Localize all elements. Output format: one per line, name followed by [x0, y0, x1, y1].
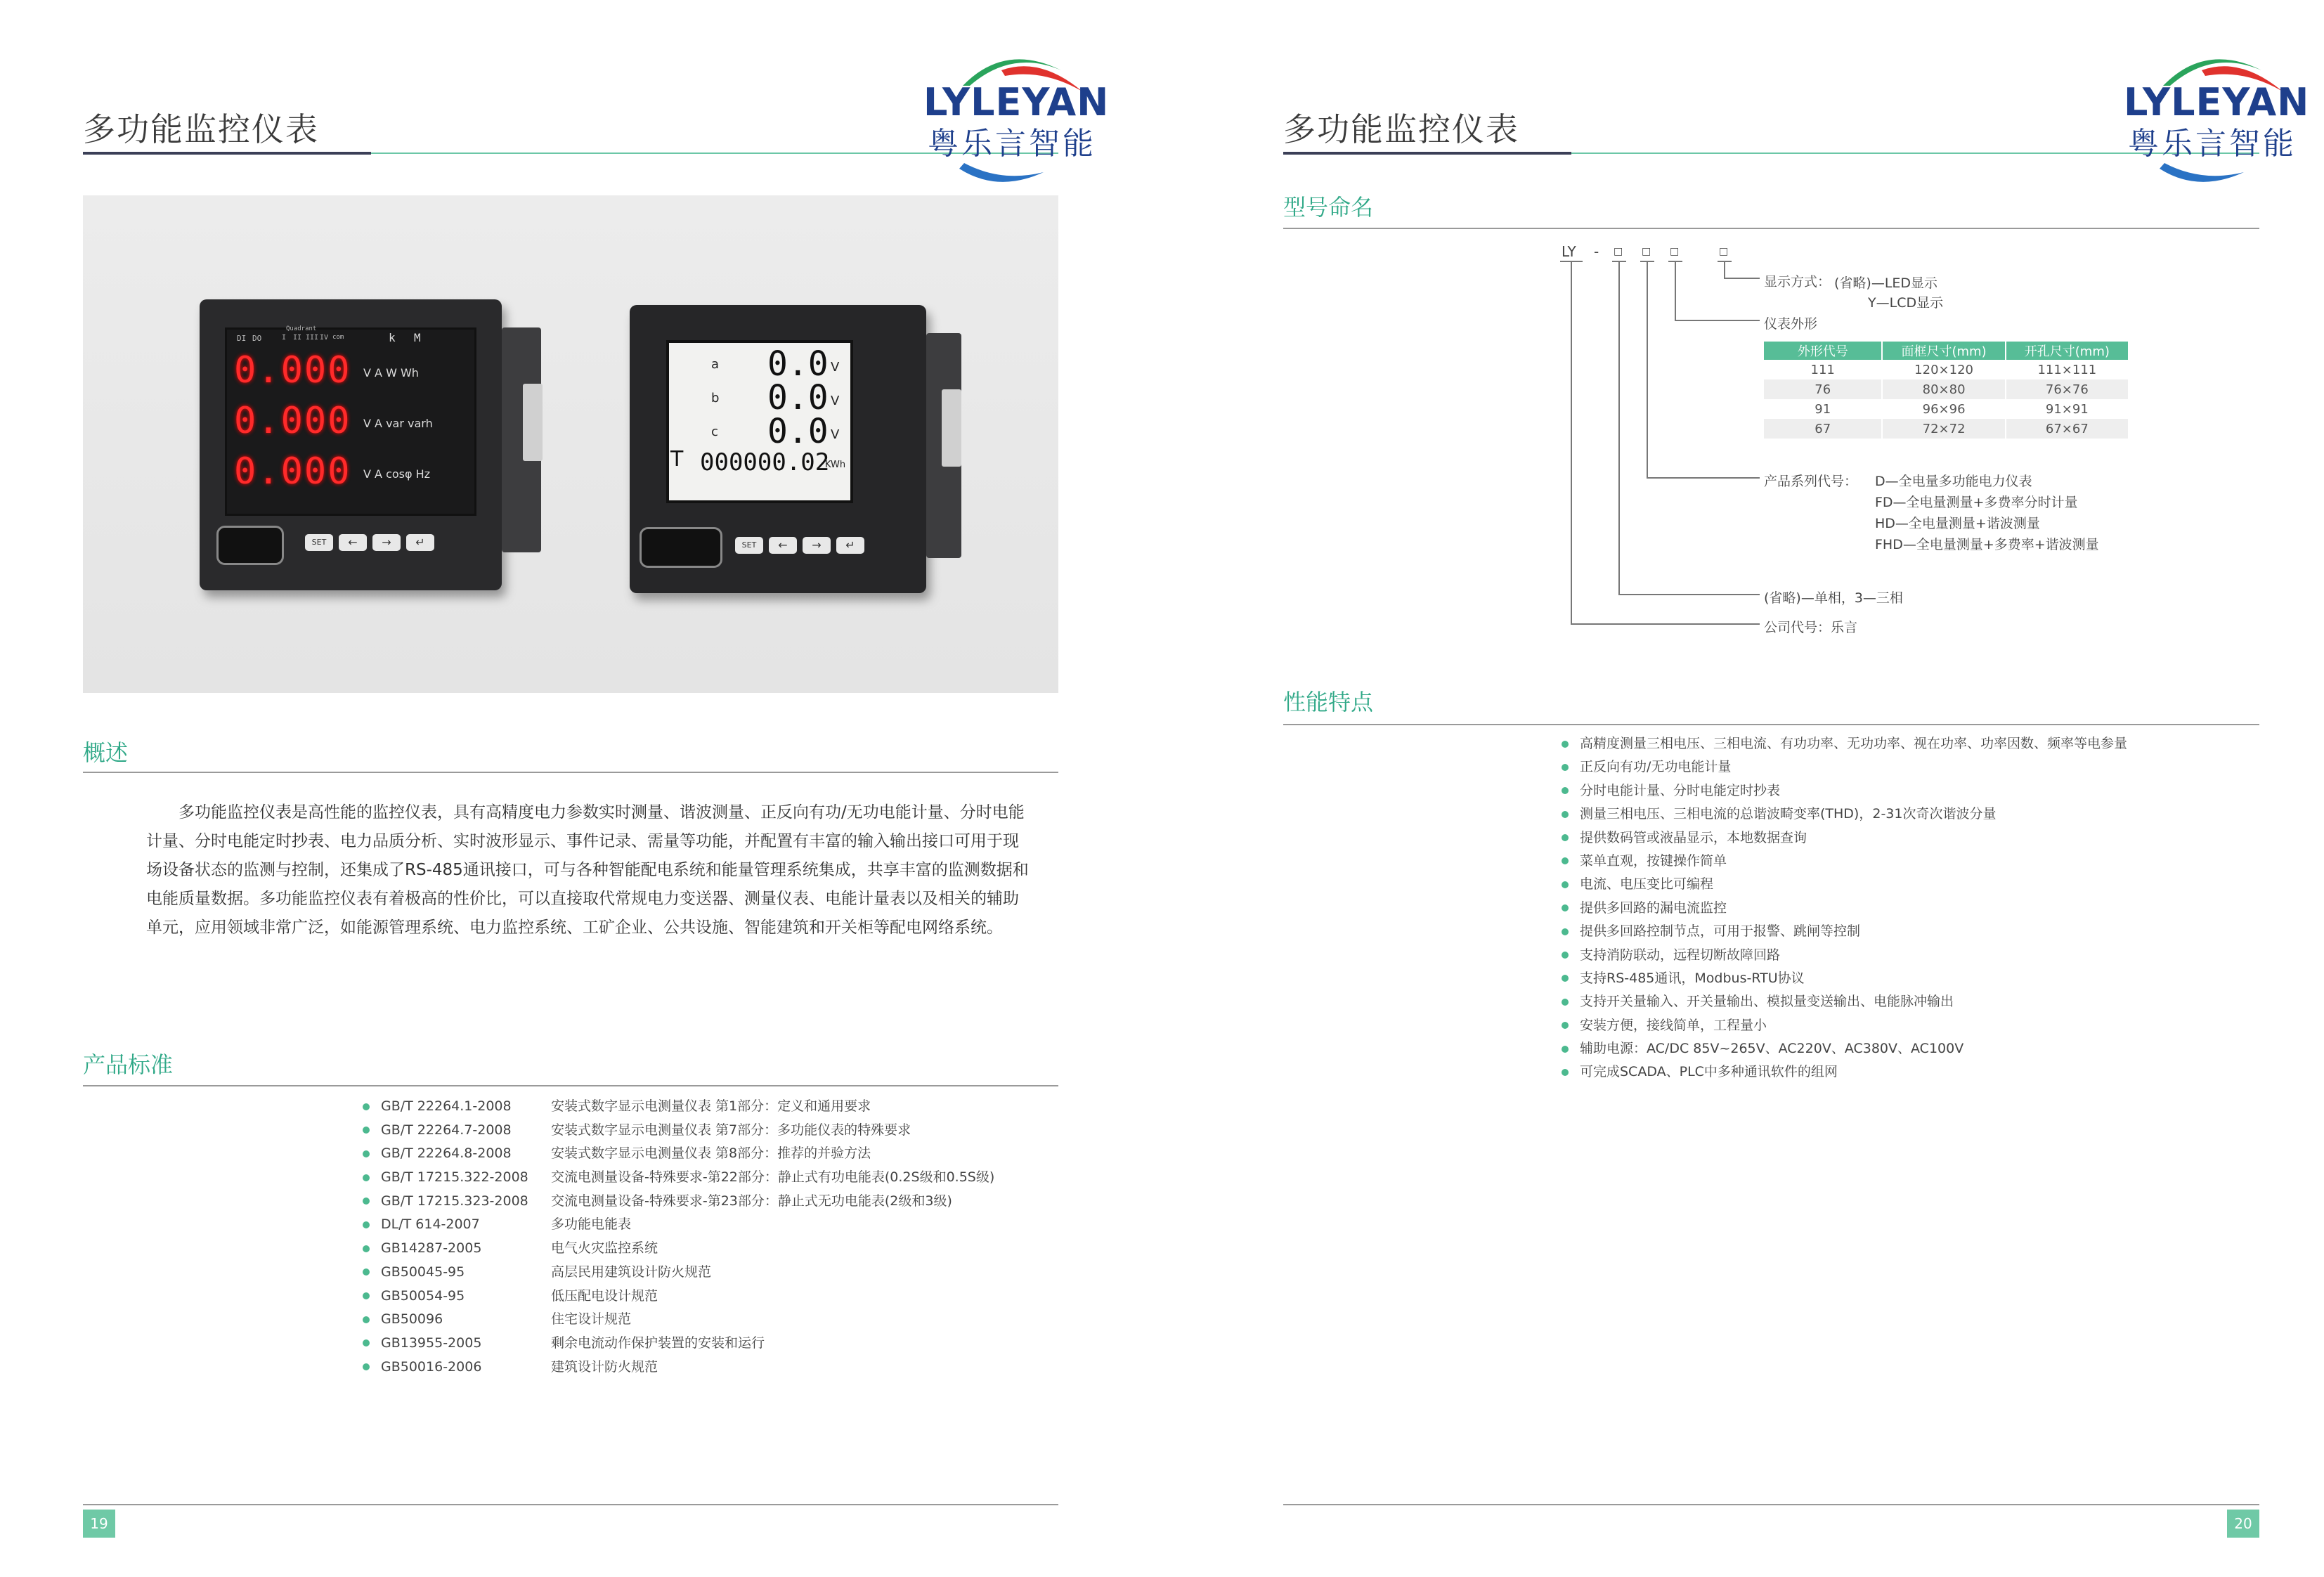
standard-desc: 安装式数字显示电测量仪表 第1部分：定义和通用要求	[551, 1098, 871, 1114]
table-cell: 76	[1764, 379, 1882, 399]
feature-item	[1562, 779, 2257, 803]
lcd-bottom-unit: KWh	[825, 460, 846, 470]
feature-text: 安装方便，接线简单，工程量小	[1580, 1017, 1767, 1033]
table-cell: 80×80	[1882, 379, 2005, 399]
bullet-icon	[1562, 975, 1569, 982]
right-bottom-rule	[1283, 1504, 2259, 1505]
bullet-icon	[363, 1292, 370, 1299]
feature-item	[1562, 1060, 2257, 1084]
bullet-icon	[1562, 1069, 1569, 1076]
table-cell: 91	[1764, 399, 1882, 419]
overview-paragraph	[146, 798, 1060, 942]
overview-line-1: 多功能监控仪表是高性能的监控仪表，具有高精度电力参数实时测量、谐波测量、正反向有功/无功电能计量、分时电能	[178, 803, 1025, 822]
feature-item	[1562, 850, 2257, 873]
bullet-icon	[1562, 904, 1569, 911]
led-row3-value: 0.000	[234, 450, 351, 493]
lcd-row2-value: 0.0	[767, 378, 829, 417]
model-code-box-4: □	[1719, 246, 1729, 257]
standard-desc: 电气火灾监控系统	[551, 1240, 658, 1257]
standard-item	[363, 1142, 1058, 1166]
bullet-icon	[1562, 741, 1569, 748]
display-option-lcd: Y—LCD显示	[1868, 295, 1944, 311]
feature-item	[1562, 1037, 2257, 1060]
led-row2-units: V A var varh	[363, 417, 433, 430]
feature-text: 提供数码管或液晶显示，本地数据查询	[1580, 829, 1807, 845]
feature-text: 正反向有功/无功电能计量	[1580, 759, 1732, 775]
meter-led-enter-button[interactable]: ↵	[406, 534, 434, 551]
meter-led-right-button[interactable]: →	[372, 534, 401, 551]
left-logo-en: LYLEYAN	[923, 80, 1110, 124]
table-row	[1764, 379, 2129, 399]
model-code-prefix: LY	[1562, 243, 1576, 260]
led-label-q1: I	[282, 334, 287, 342]
left-logo-cn: 粤乐言智能	[928, 126, 1096, 162]
led-row3-units: V A cosφ Hz	[363, 467, 431, 481]
lcd-row2-label: b	[711, 391, 720, 405]
standards-list	[363, 1095, 1058, 1379]
product-photo	[83, 195, 1058, 693]
right-header-title: 多功能监控仪表	[1283, 110, 1519, 148]
standard-desc: 安装式数字显示电测量仪表 第7部分：多功能仪表的特殊要求	[551, 1122, 911, 1138]
feature-text: 提供多回路的漏电流监控	[1580, 900, 1727, 916]
led-label-q3: III	[306, 334, 319, 342]
bullet-icon	[363, 1363, 370, 1370]
lcd-row1-value: 0.0	[767, 344, 829, 384]
standard-item	[363, 1332, 1058, 1356]
bullet-icon	[1562, 857, 1569, 864]
led-row1-value: 0.000	[234, 349, 351, 391]
meter-led-left-button[interactable]: ←	[339, 534, 367, 551]
overview-title: 概述	[83, 739, 129, 766]
standard-code: GB/T 22264.8-2008	[381, 1146, 512, 1162]
bullet-icon	[1562, 834, 1569, 841]
bullet-icon	[363, 1127, 370, 1134]
left-bottom-rule	[83, 1504, 1058, 1505]
table-cell: 111×111	[2006, 360, 2129, 379]
shape-label: 仪表外形	[1764, 316, 1818, 332]
feature-item	[1562, 920, 2257, 943]
feature-item	[1562, 755, 2257, 779]
feature-text: 测量三相电压、三相电流的总谐波畸变率(THD)，2-31次奇次谐波分量	[1580, 806, 1997, 822]
series-label: 产品系列代号：	[1764, 474, 1858, 489]
lcd-bottom-label: T	[670, 447, 684, 472]
series-option-fd: FD—全电量测量+多费率分时计量	[1875, 495, 2078, 510]
feature-item	[1562, 990, 2257, 1013]
standard-item	[363, 1190, 1058, 1214]
bullet-icon	[363, 1339, 370, 1346]
features-rule	[1283, 724, 2259, 725]
model-code-sep: -	[1594, 243, 1599, 260]
left-page-number: 19	[83, 1510, 115, 1538]
feature-item	[1562, 732, 2257, 755]
feature-item	[1562, 967, 2257, 990]
standard-desc: 住宅设计规范	[551, 1311, 632, 1328]
overview-line-2: 计量、分时电能定时抄表、电力品质分析、实时波形显示、事件记录、需量等功能，并配置有丰富的输入输出接口可用于现	[146, 832, 1019, 850]
bullet-icon	[363, 1268, 370, 1276]
table-cell: 120×120	[1882, 360, 2005, 379]
standard-desc: 多功能电能表	[551, 1216, 632, 1233]
table-row	[1764, 419, 2129, 439]
meter-led-set-button[interactable]: SET	[305, 534, 333, 551]
left-logo	[921, 42, 1110, 183]
phase-text: (省略)—单相，3—三相	[1764, 590, 1903, 606]
display-label: 显示方式：	[1764, 274, 1831, 290]
standard-code: GB50096	[381, 1311, 443, 1328]
feature-text: 电流、电压变比可编程	[1580, 876, 1714, 893]
standard-code: GB/T 17215.322-2008	[381, 1169, 528, 1186]
series-option-fhd: FHD—全电量测量+多费率+谐波测量	[1875, 537, 2099, 552]
meter-lcd	[630, 305, 926, 593]
bullet-icon	[1562, 787, 1569, 794]
meter-led	[200, 299, 502, 590]
meter-lcd-left-button[interactable]: ←	[769, 537, 797, 554]
bullet-icon	[1562, 1022, 1569, 1029]
feature-text: 提供多回路控制节点，可用于报警、跳闸等控制	[1580, 923, 1861, 940]
standard-code: DL/T 614-2007	[381, 1216, 480, 1233]
standard-item	[363, 1119, 1058, 1143]
lcd-bottom-value: 000000.02	[700, 448, 830, 476]
table-row	[1764, 399, 2129, 419]
standard-code: GB50054-95	[381, 1287, 465, 1304]
lcd-row3-value: 0.0	[767, 412, 829, 451]
model-naming-rule	[1283, 228, 2259, 229]
bullet-icon	[1562, 811, 1569, 818]
standards-title: 产品标准	[83, 1051, 174, 1078]
bullet-icon	[363, 1174, 370, 1181]
shape-th-cutout: 开孔尺寸(mm)	[2006, 342, 2129, 360]
bullet-icon	[1562, 928, 1569, 935]
meter-led-badge	[216, 526, 284, 565]
lcd-row3-label: c	[711, 424, 718, 439]
meter-lcd-set-button[interactable]: SET	[735, 537, 763, 554]
table-cell: 67	[1764, 419, 1882, 439]
shape-th-frame: 面框尺寸(mm)	[1882, 342, 2005, 360]
feature-text: 支持消防联动，远程切断故障回路	[1580, 947, 1781, 963]
table-cell: 76×76	[2006, 379, 2129, 399]
meter-lcd-badge	[640, 527, 722, 568]
shape-size-table	[1764, 342, 2129, 439]
feature-text: 支持RS-485通讯，Modbus-RTU协议	[1580, 970, 1805, 986]
features-list	[1562, 732, 2257, 1084]
feature-text: 分时电能计量、分时电能定时抄表	[1580, 782, 1781, 798]
feature-item	[1562, 826, 2257, 850]
bullet-icon	[363, 1103, 370, 1110]
standard-code: GB50016-2006	[381, 1358, 482, 1375]
table-row	[1764, 360, 2129, 379]
standard-item	[363, 1213, 1058, 1237]
right-logo	[2121, 42, 2310, 183]
standard-desc: 建筑设计防火规范	[551, 1358, 658, 1375]
meter-lcd-screen	[666, 340, 853, 503]
right-header-rule-dark	[1283, 152, 1571, 155]
lcd-row3-unit: V	[831, 427, 840, 442]
series-option-d: D—全电量多功能电力仪表	[1875, 474, 2032, 489]
shape-th-code: 外形代号	[1764, 342, 1882, 360]
display-option-led: (省略)—LED显示	[1834, 275, 1938, 291]
standard-code: GB/T 22264.1-2008	[381, 1098, 512, 1114]
features-title: 性能特点	[1283, 689, 1374, 715]
led-label-do: DO	[252, 334, 262, 343]
led-row2-value: 0.000	[234, 400, 351, 442]
standard-desc: 交流电测量设备-特殊要求-第23部分：静止式无功电能表(2级和3级)	[551, 1193, 952, 1209]
meter-led-clip	[523, 384, 543, 461]
meter-lcd-right-button[interactable]: →	[803, 537, 831, 554]
standard-code: GB/T 17215.323-2008	[381, 1193, 528, 1209]
bullet-icon	[1562, 952, 1569, 959]
standard-desc: 高层民用建筑设计防火规范	[551, 1264, 712, 1280]
led-label-di: DI	[237, 334, 247, 343]
table-cell: 91×91	[2006, 399, 2129, 419]
standard-code: GB13955-2005	[381, 1335, 482, 1351]
right-page-number: 20	[2227, 1510, 2259, 1538]
standard-desc: 低压配电设计规范	[551, 1287, 658, 1304]
standard-item	[363, 1237, 1058, 1261]
feature-text: 菜单直观，按键操作简单	[1580, 852, 1727, 869]
bullet-icon	[1562, 764, 1569, 771]
feature-item	[1562, 803, 2257, 826]
meter-lcd-clip	[942, 389, 961, 467]
company-text: 公司代号：乐言	[1764, 620, 1858, 635]
feature-text: 高精度测量三相电压、三相电流、有功功率、无功功率、视在功率、功率因数、频率等电参量	[1580, 736, 2128, 751]
standard-item	[363, 1261, 1058, 1285]
standard-code: GB/T 22264.7-2008	[381, 1122, 512, 1138]
table-cell: 96×96	[1882, 399, 2005, 419]
feature-item	[1562, 1014, 2257, 1037]
standard-item	[363, 1308, 1058, 1332]
right-logo-cn: 粤乐言智能	[2128, 126, 2297, 162]
lcd-row2-unit: V	[831, 394, 840, 408]
led-label-m: M	[414, 331, 421, 344]
standard-item	[363, 1095, 1058, 1119]
feature-item	[1562, 897, 2257, 920]
meter-lcd-enter-button[interactable]: ↵	[836, 537, 864, 554]
lcd-row1-unit: V	[831, 360, 840, 375]
bullet-icon	[363, 1221, 370, 1228]
series-option-hd: HD—全电量测量+谐波测量	[1875, 516, 2040, 531]
led-row1-units: V A W Wh	[363, 366, 419, 379]
feature-item	[1562, 944, 2257, 967]
overview-rule	[83, 772, 1058, 773]
model-naming-title: 型号命名	[1283, 194, 1374, 221]
standards-rule	[83, 1085, 1058, 1086]
led-label-quadrant: Quadrant	[286, 325, 317, 332]
led-label-q2: II	[293, 334, 302, 342]
model-code-box-3: □	[1670, 246, 1680, 257]
left-header-rule-dark	[83, 152, 371, 155]
bullet-icon	[363, 1316, 370, 1323]
feature-text: 辅助电源：AC/DC 85V~265V、AC220V、AC380V、AC100V	[1580, 1041, 1964, 1057]
model-code-box-1: □	[1614, 246, 1623, 257]
standard-desc: 交流电测量设备-特殊要求-第22部分：静止式有功电能表(0.2S级和0.5S级)	[551, 1169, 995, 1186]
standard-desc: 剩余电流动作保护装置的安装和运行	[551, 1335, 765, 1351]
standard-code: GB50045-95	[381, 1264, 465, 1280]
standard-item	[363, 1356, 1058, 1380]
left-header-title: 多功能监控仪表	[83, 110, 319, 148]
bullet-icon	[363, 1150, 370, 1157]
feature-text: 可完成SCADA、PLC中多种通讯软件的组网	[1580, 1064, 1838, 1080]
bullet-icon	[363, 1198, 370, 1205]
standard-code: GB14287-2005	[381, 1240, 482, 1257]
bullet-icon	[1562, 881, 1569, 888]
led-label-com: com	[332, 334, 344, 341]
overview-line-4: 电能质量数据。多功能监控仪表有着极高的性价比，可以直接取代常规电力变送器、测量仪表、电能计量表以及相关的辅助	[146, 890, 1019, 908]
bullet-icon	[1562, 1046, 1569, 1053]
led-label-q4: IV	[320, 334, 329, 342]
table-cell: 72×72	[1882, 419, 2005, 439]
shape-table-header	[1764, 342, 2129, 360]
table-cell: 67×67	[2006, 419, 2129, 439]
lcd-row1-label: a	[711, 357, 720, 372]
overview-line-3: 场设备状态的监测与控制，还集成了RS-485通讯接口，可与各种智能配电系统和能量管理系统集成，共享丰富的监测数据和	[146, 861, 1029, 879]
bullet-icon	[363, 1245, 370, 1252]
table-cell: 111	[1764, 360, 1882, 379]
overview-line-5: 单元，应用领域非常广泛，如能源管理系统、电力监控系统、工矿企业、公共设施、智能建筑和开关柜等配电网络系统。	[146, 919, 1003, 937]
meter-led-screen	[225, 327, 476, 516]
standard-item	[363, 1285, 1058, 1309]
model-code-box-2: □	[1642, 246, 1651, 257]
led-label-k: k	[389, 331, 396, 344]
feature-text: 支持开关量输入、开关量输出、模拟量变送输出、电能脉冲输出	[1580, 994, 1954, 1010]
standard-item	[363, 1166, 1058, 1190]
feature-item	[1562, 873, 2257, 896]
right-logo-en: LYLEYAN	[2124, 80, 2310, 124]
standard-desc: 安装式数字显示电测量仪表 第8部分：推荐的并验方法	[551, 1146, 871, 1162]
bullet-icon	[1562, 999, 1569, 1006]
